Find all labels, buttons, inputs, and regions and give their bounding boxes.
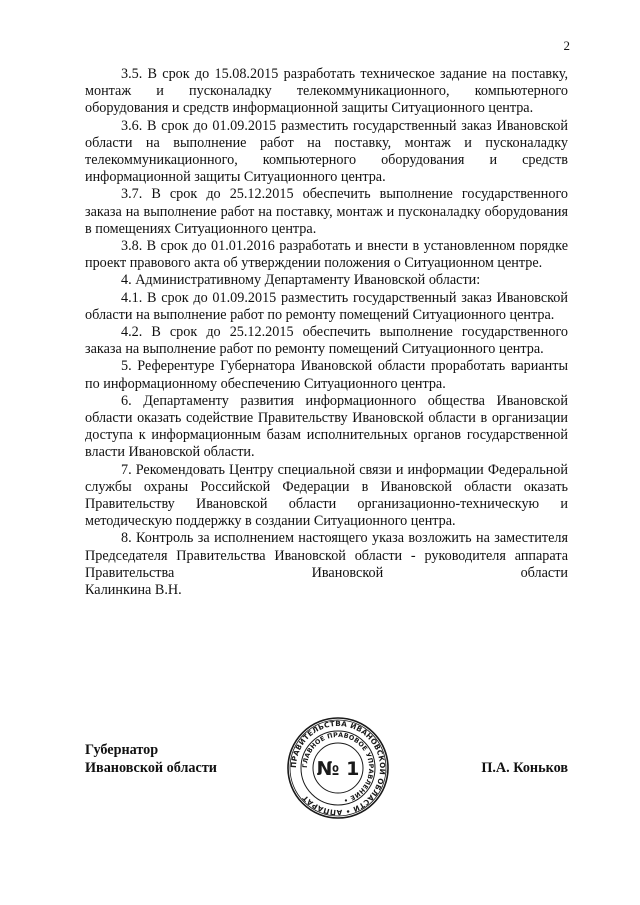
- paragraph-3-5: 3.5. В срок до 15.08.2015 разработать техническое задание на поставку, монтаж и пусконаладку телекоммуникационного, компьютерного оборудования и средств информационной защиты Ситуационного центра.: [85, 66, 568, 117]
- seal-number: № 1: [316, 758, 360, 780]
- seal-inner-text: ГЛАВНОЕ ПРАВОВОЕ УПРАВЛЕНИЕ •: [300, 730, 376, 805]
- seal-icon: [286, 716, 390, 820]
- paragraph-4: 4. Административному Департаменту Ивановской области:: [121, 272, 481, 289]
- paragraph-4-2: 4.2. В срок до 25.12.2015 обеспечить выполнение государственного заказа на выполнение работ по ремонту помещений Ситуационного центра.: [85, 324, 568, 358]
- signatory-name: П.А. Коньков: [481, 760, 568, 776]
- paragraph-3-8: 3.8. В срок до 01.01.2016 разработать и внести в установленном порядке проект правового акта об утверждении положения о Ситуационном центре.: [85, 238, 568, 272]
- paragraph-6: 6. Департаменту развития информационного общества Ивановской области оказать содействие Правительству Ивановской области в организации доступа к информационным базам исполнительных органов государственной власти Ивановской области.: [85, 392, 568, 461]
- paragraph-8-continuation: Калинкина В.Н.: [85, 582, 182, 599]
- signatory-position-line2: Ивановской области: [85, 760, 217, 776]
- paragraph-5: 5. Референтуре Губернатора Ивановской области проработать варианты по информационному обеспечению Ситуационного центра.: [85, 358, 568, 392]
- seal-outer-text: ПРАВИТЕЛЬСТВА ИВАНОВСКОЙ ОБЛАСТИ • АППАРАТ: [288, 718, 388, 818]
- official-seal: [286, 716, 390, 820]
- paragraph-7: 7. Рекомендовать Центру специальной связи и информации Федеральной службы охраны Российской Федерации в Ивановской области оказать Правительству Ивановской области организационно-техническую и методическую поддержку в создании Ситуационного центра.: [85, 461, 568, 530]
- paragraph-8: 8. Контроль за исполнением настоящего указа возложить на заместителя Председателя Правительства Ивановской области - руководителя аппарата Правительства Ивановской области: [85, 530, 568, 581]
- paragraph-3-6: 3.6. В срок до 01.09.2015 разместить государственный заказ Ивановской области на выполнение работ на поставку, монтаж и пусконаладку телекоммуникационного, компьютерного оборудования и средств информационной защиты Ситуационного центра.: [85, 117, 568, 186]
- paragraph-4-1: 4.1. В срок до 01.09.2015 разместить государственный заказ Ивановской области на выполнение работ по ремонту помещений Ситуационного центра.: [85, 289, 568, 323]
- decree-body: [85, 66, 568, 599]
- signatory-position: [85, 741, 217, 777]
- signatory-position-line1: Губернатор: [85, 742, 159, 758]
- page-number: 2: [563, 38, 570, 53]
- paragraph-3-7: 3.7. В срок до 25.12.2015 обеспечить выполнение государственного заказа на выполнение работ на поставку, монтаж и пусконаладку оборудования в помещениях Ситуационного центра.: [85, 186, 568, 237]
